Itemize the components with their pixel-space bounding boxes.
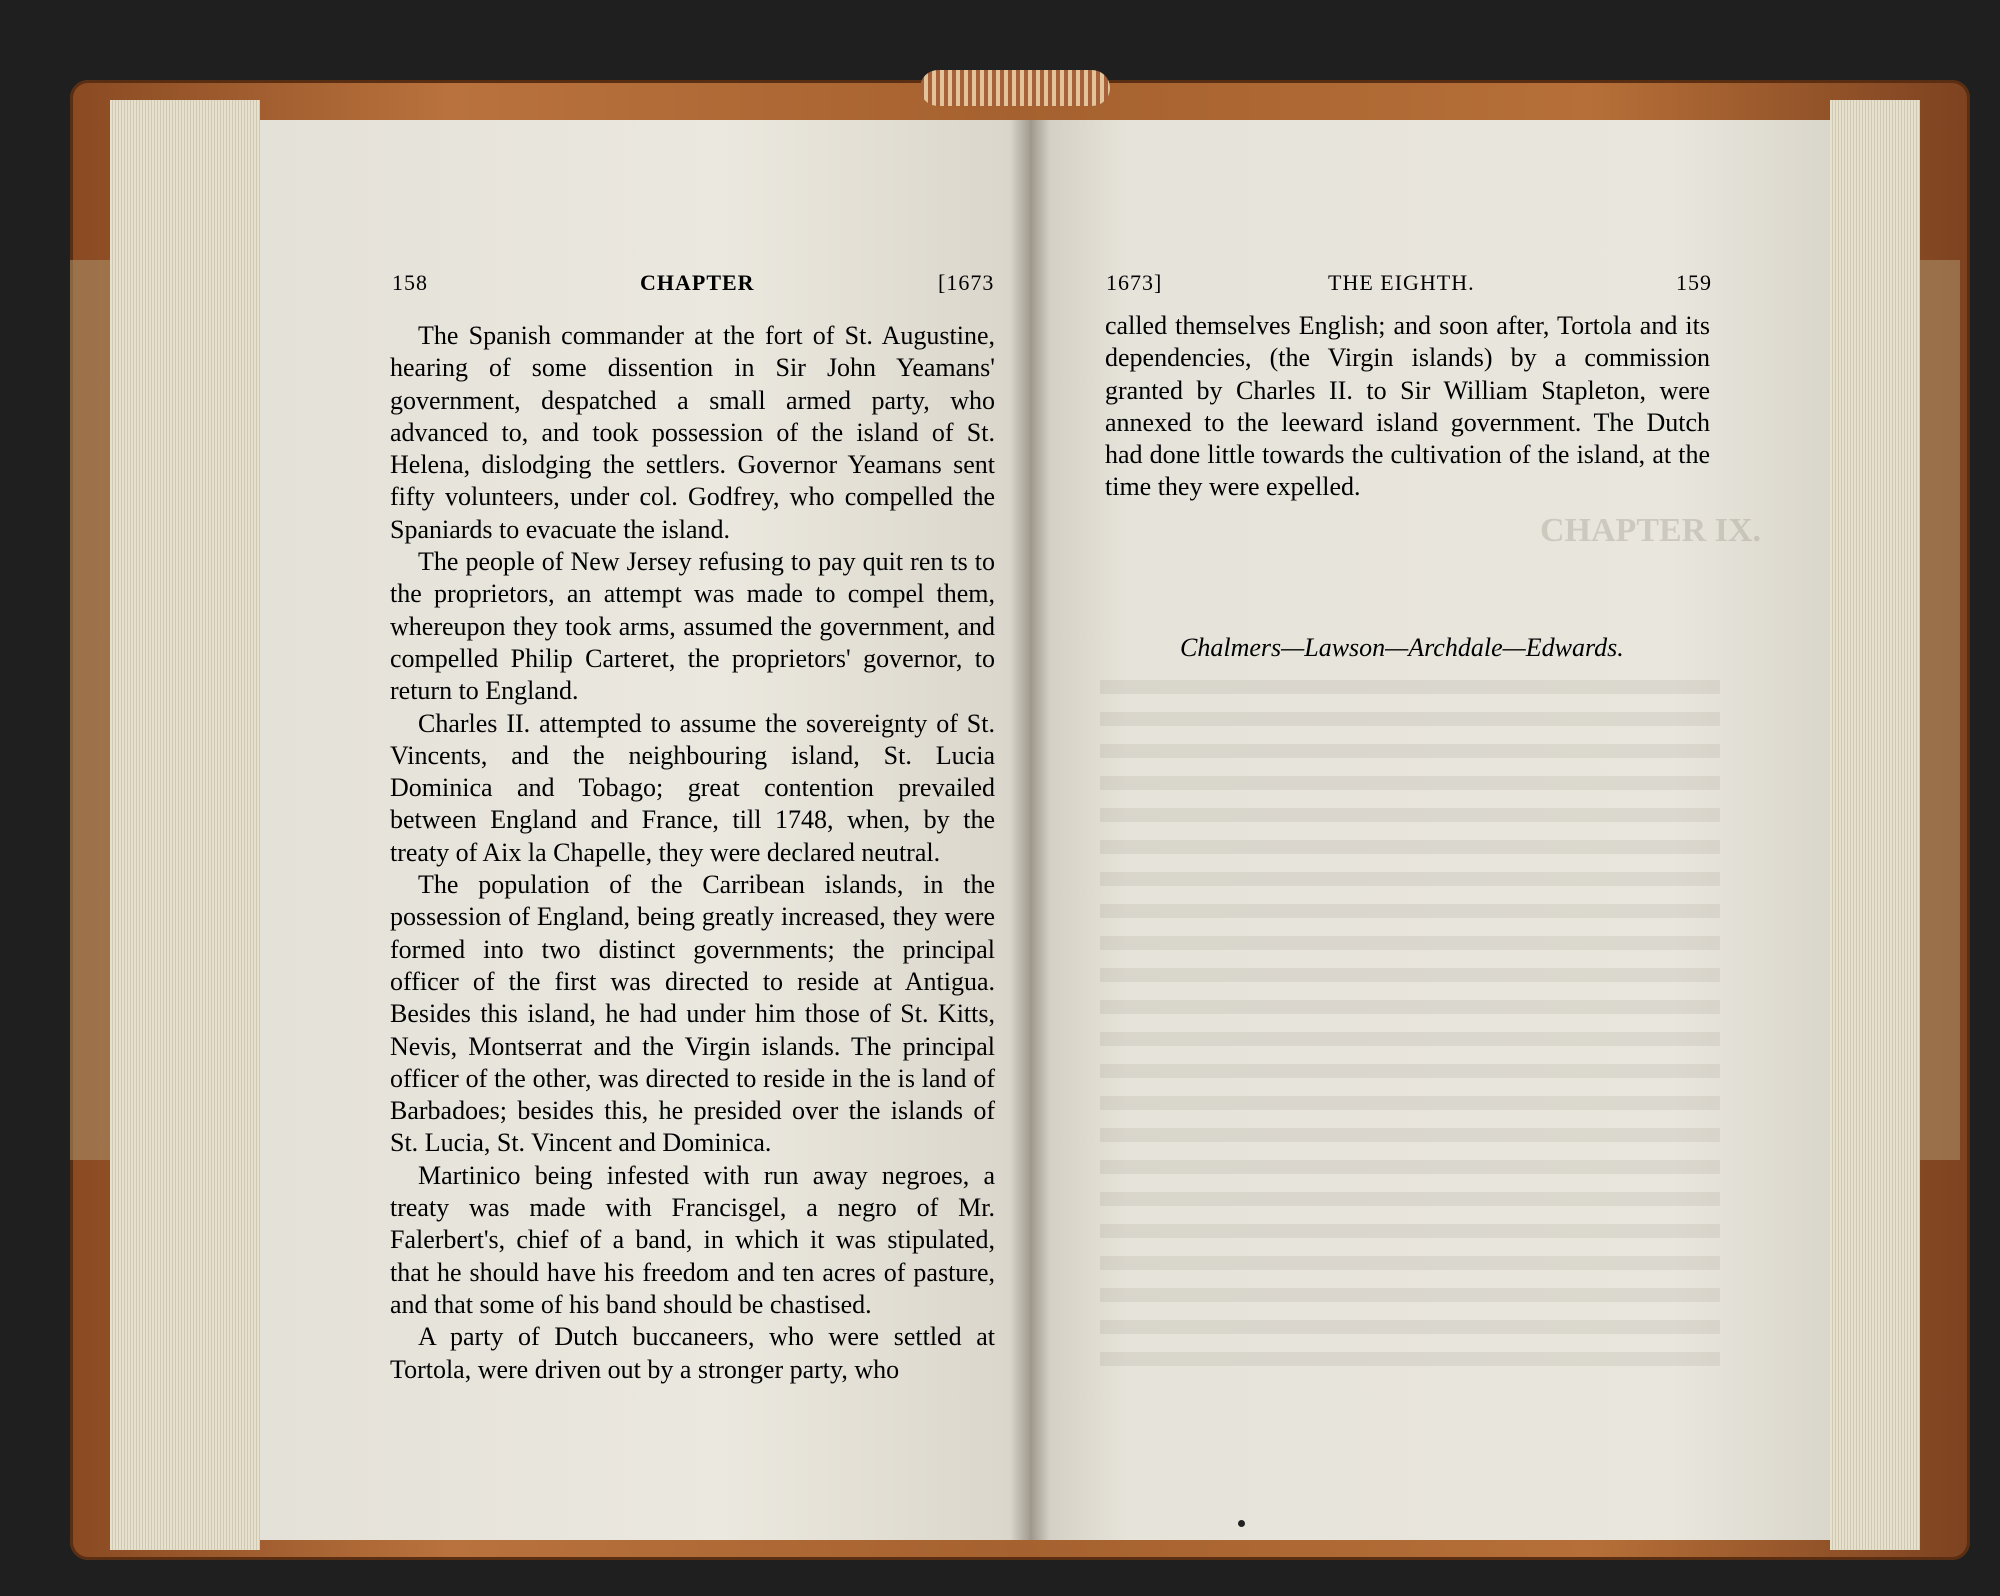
right-page-number: 159 xyxy=(1676,270,1712,295)
left-running-year: [1673 xyxy=(938,270,995,295)
right-running-title: THE EIGHTH. xyxy=(1328,270,1475,295)
paragraph: called themselves English; and soon after, Tortola and its dependencies, (the Virgin islands) by a commission granted by Charles II. to Sir William Stapleton, were annexed to the leeward island government. The Dutch had done little towards the cultivation of the island, at the time they were expelled. xyxy=(1105,311,1710,502)
left-running-title: CHAPTER xyxy=(640,270,755,295)
paragraph: The people of New Jersey refusing to pay quit ren ts to the proprietors, an attempt was made to compel them, whereupon they took arms, assumed the government, and compelled Philip Carteret, the proprietors' governor, to return to England. xyxy=(390,547,995,706)
headband xyxy=(920,70,1110,106)
signature-dot xyxy=(1238,1520,1245,1527)
page-edges-right xyxy=(1830,100,1920,1550)
show-through-text xyxy=(1100,680,1720,1380)
right-page-text xyxy=(1105,310,1710,504)
chapter-subheading: Chalmers—Lawson—Archdale—Edwards. xyxy=(1180,633,1624,662)
left-page-number: 158 xyxy=(392,270,428,295)
chapter-heading: CHAPTER IX. xyxy=(1540,512,1762,549)
paragraph: Charles II. attempted to assume the sovereignty of St. Vincents, and the neighbouring island, St. Lucia Dominica and Tobago; great contention prevailed between England and France, till 1748, when, by the treaty of Aix la Chapelle, they were declared neutral. xyxy=(390,708,995,867)
book-gutter xyxy=(1010,120,1050,1540)
paragraph: A party of Dutch buccaneers, who were settled at Tortola, were driven out by a stronger party, who xyxy=(390,1322,995,1384)
right-running-year: 1673] xyxy=(1106,270,1163,295)
left-page-text xyxy=(390,320,995,1386)
paragraph: The population of the Carribean islands, in the possession of England, being greatly increased, they were formed into two distinct governments; the principal officer of the first was directed to reside at Antigua. Besides this island, he had under him those of St. Kitts, Nevis, Montserrat and the Virgin islands. The principal officer of the other, was directed to reside in the is land of Barbadoes; besides this, he presided over the islands of St. Lucia, St. Vincent and Dominica. xyxy=(390,870,995,1158)
paragraph: The Spanish commander at the fort of St. Augustine, hearing of some dissention in Sir John Yeamans' government, despatched a small armed party, who advanced to, and took possession of the island of St. Helena, dislodging the settlers. Governor Yeamans sent fifty volunteers, under col. Godfrey, who compelled the Spaniards to evacuate the island. xyxy=(390,321,995,544)
paragraph: Martinico being infested with run away negroes, a treaty was made with Francisgel, a negro of Mr. Falerbert's, chief of a band, in which it was stipulated, that he should have his freedom and ten acres of pasture, and that some of his band should be chastised. xyxy=(390,1160,995,1319)
page-edges-left xyxy=(110,100,260,1550)
